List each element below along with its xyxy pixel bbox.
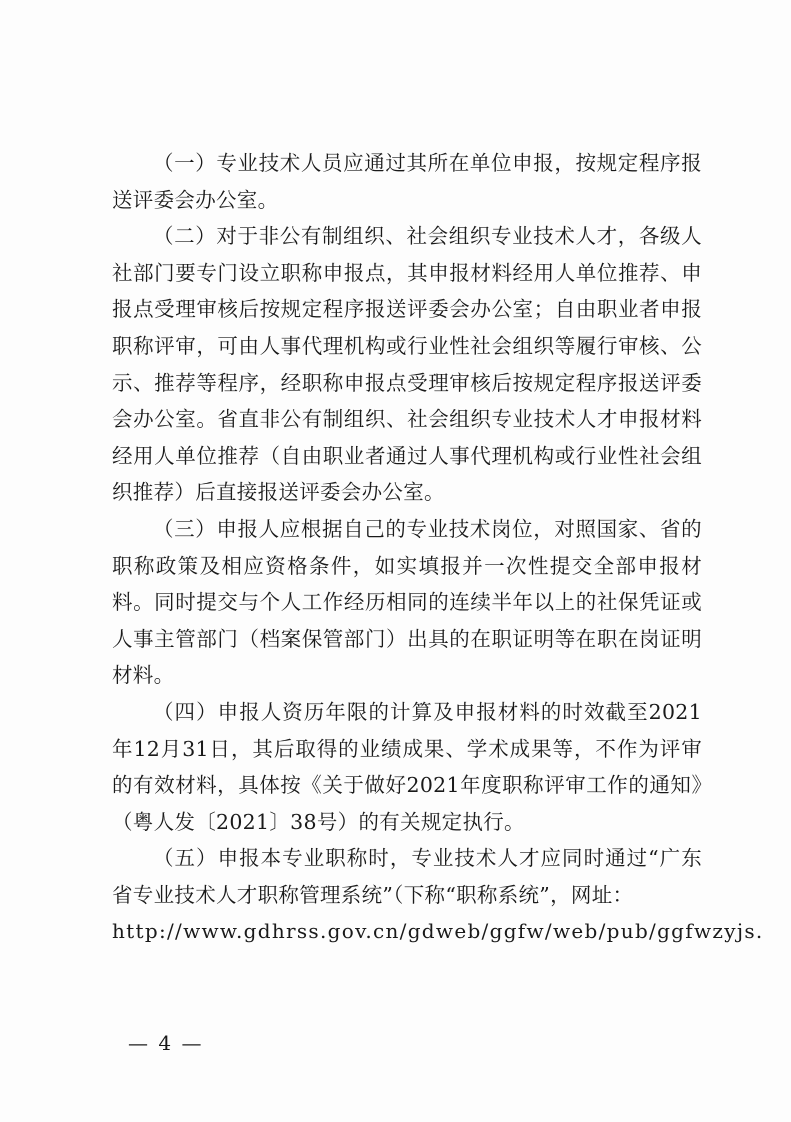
paragraph-3: （三）申报人应根据自己的专业技术岗位，对照国家、省的职称政策及相应资格条件，如实填报并一次性提交全部申报材料。同时提交与个人工作经历相同的连续半年以上的社保凭证或人事主管部门（档案保管部门）出具的在职证明等在职在岗证明材料。 xyxy=(112,516,702,688)
page-number: — 4 — xyxy=(128,1031,204,1055)
paragraph-5: （五）申报本专业职称时，专业技术人才应同时通过“广东省专业技术人才职称管理系统”（下称“职称系统”，网址： xyxy=(112,846,702,907)
document-body xyxy=(112,145,764,950)
paragraph-4: （四）申报人资历年限的计算及申报材料的时效截至2021年12月31日，其后取得的业绩成果、学术成果等，不作为评审的有效材料，具体按《关于做好2021年度职称评审工作的通知》（粤人发〔2021〕38号）的有关规定执行。 xyxy=(112,699,702,834)
paragraph-1: （一）专业技术人员应通过其所在单位申报，按规定程序报送评委会办公室。 xyxy=(112,151,702,212)
paragraph-2: （二）对于非公有制组织、社会组织专业技术人才，各级人社部门要专门设立职称申报点，其申报材料经用人单位推荐、申报点受理审核后按规定程序报送评委会办公室；自由职业者申报职称评审，可由人事代理机构或行业性社会组织等履行审核、公示、推荐等程序，经职称申报点受理审核后按规定程序报送评委会办公室。省直非公有制组织、社会组织专业技术人才申报材料经用人单位推荐（自由职业者通过人事代理机构或行业性社会组织推荐）后直接报送评委会办公室。 xyxy=(112,224,702,505)
website-url: http://www.gdhrss.gov.cn/gdweb/ggfw/web/pub/ggfwzyjs. xyxy=(112,919,764,944)
